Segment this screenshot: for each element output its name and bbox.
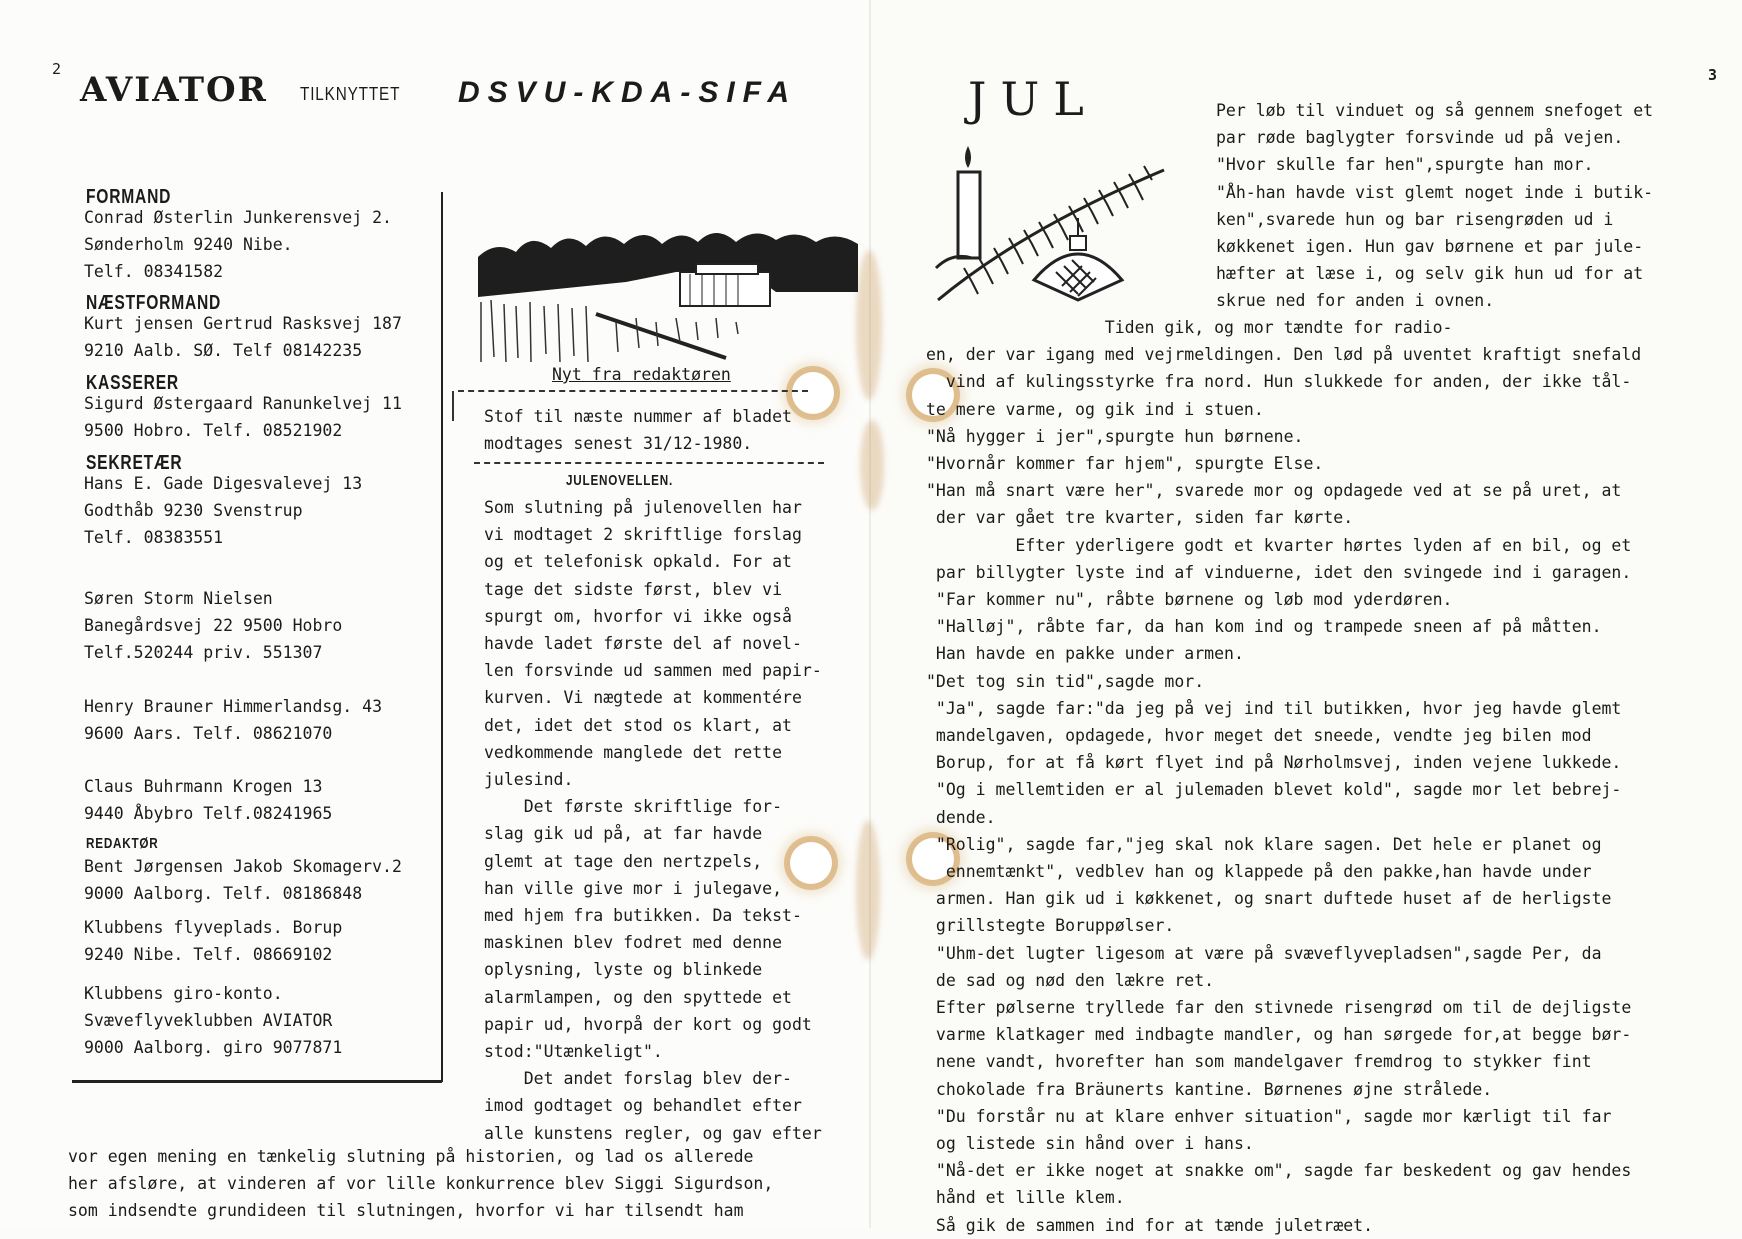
- story-line: havde ladet første del af novel-: [484, 634, 802, 653]
- story-line: glemt at tage den nertzpels,: [484, 851, 763, 871]
- story-line: len forsvinde ud sammen med papir-: [484, 661, 822, 681]
- story-line: "Det tog sin tid",sagde mor.: [926, 671, 1205, 691]
- contact-line: Conrad Østerlin Junkerensvej 2.: [84, 208, 392, 227]
- story-line: det, idet det stod os klart, at: [484, 715, 792, 735]
- story-line: nene vandt, hvorefter han som mandelgaver fremdrog to stykker fint: [926, 1052, 1592, 1072]
- story-line: "Halløj", råbte far, da han kom ind og trampede sneen af på måtten.: [926, 617, 1602, 637]
- contact-line: 9000 Aalborg. Telf. 08186848: [84, 884, 363, 903]
- contact-line: Banegårdsvej 22 9500 Hobro: [84, 616, 343, 635]
- story-line: grillstegte Boruppølser.: [926, 916, 1175, 936]
- story-heading: JULENOVELLEN.: [566, 472, 674, 489]
- story-line: køkkenet igen. Hun gav børnene et par jule-: [1216, 237, 1644, 256]
- story-line: papir ud, hvorpå der kort og godt: [484, 1014, 812, 1034]
- contact-line: Bent Jørgensen Jakob Skomagerv.2: [84, 857, 402, 876]
- story-line: "Rolig", sagde far,"jeg skal nok klare sagen. Det hele er planet og: [926, 834, 1602, 854]
- airfield-hangar-sketch: [476, 222, 860, 370]
- story-line: en, der var igang med vejrmeldingen. Den lød på uventet kraftigt snefald: [926, 345, 1642, 365]
- contact-line: 9600 Aars. Telf. 08621070: [84, 724, 333, 743]
- story-line: alarmlampen, og den spyttede et: [484, 987, 792, 1007]
- contact-role: SEKRETÆR: [86, 452, 183, 474]
- story-line: Tiden gik, og mor tændte for radio-: [926, 318, 1453, 337]
- story-line: stod:"Utænkeligt".: [484, 1042, 663, 1061]
- story-line: "Uhm-det lugter ligesom at være på svæveflyvepladsen",sagde Per, da: [926, 943, 1602, 963]
- contact-line: Telf.520244 priv. 551307: [84, 643, 323, 662]
- contact-line: 9440 Åbybro Telf.08241965: [84, 804, 333, 823]
- contact-line: Søren Storm Nielsen: [84, 589, 273, 608]
- story-line: Per løb til vinduet og så gennem snefoget et: [1216, 101, 1654, 120]
- stain-mark: [860, 420, 884, 510]
- contact-line: Claus Buhrmann Krogen 13: [84, 777, 323, 796]
- contact-line: Telf. 08383551: [84, 528, 224, 547]
- masthead-name: AVIATOR: [80, 70, 268, 110]
- story-line: "Hvor skulle far hen",spurgte han mor.: [1216, 155, 1594, 175]
- story-line: hæfter at læse i, og selv gik hun ud for at: [1216, 264, 1644, 284]
- contact-line: Svæveflyveklubben AVIATOR: [84, 1011, 333, 1030]
- story-line: "Nå-det er ikke noget at snakke om", sagde far beskedent og gav hendes: [926, 1161, 1632, 1181]
- story-line: vedkommende manglede det rette: [484, 742, 783, 762]
- story-line: Borup, for at få kørt flyet ind på Nørholmsvej, inden vejene lukkede.: [926, 753, 1622, 773]
- story-line: alle kunstens regler, og gav efter: [484, 1123, 822, 1143]
- note-bracket: [452, 391, 456, 421]
- stain-mark: [856, 820, 880, 960]
- contact-line: Kurt jensen Gertrud Rasksvej 187: [84, 314, 402, 333]
- story-line: te mere varme, og gik ind i stuen.: [926, 399, 1264, 419]
- story-line: maskinen blev fodret med denne: [484, 933, 783, 953]
- story-line: der var gået tre kvarter, siden far kørte.: [926, 508, 1354, 528]
- story-line: som indsendte grundideen til slutningen, hvorfor vi har tilsendt ham: [68, 1201, 744, 1220]
- story-title: JUL: [968, 72, 1098, 126]
- masthead-affiliation: TILKNYTTET: [300, 84, 401, 104]
- story-line: Han havde en pakke under armen.: [926, 644, 1244, 664]
- editor-note-line: Stof til næste nummer af bladet: [484, 407, 792, 426]
- contact-line: 9210 Aalb. SØ. Telf 08142235: [84, 341, 363, 360]
- contact-line: Klubbens flyveplads. Borup: [84, 918, 343, 937]
- story-line: kurven. Vi nægtede at kommentére: [484, 688, 802, 708]
- story-line: julesind.: [484, 770, 574, 789]
- page-fold: [869, 0, 871, 1228]
- story-line: "Du forstår nu at klare enhver situation", sagde mor kærligt til far: [926, 1106, 1612, 1126]
- story-line: og listede sin hånd over i hans.: [926, 1134, 1254, 1153]
- story-line: "Åh-han havde vist glemt noget inde i butik-: [1216, 182, 1654, 202]
- story-line: "Nå hygger i jer",spurgte hun børnene.: [926, 426, 1304, 446]
- contact-line: Henry Brauner Himmerlandsg. 43: [84, 697, 383, 716]
- contact-line: Hans E. Gade Digesvalevej 13: [84, 474, 363, 493]
- story-line: spurgt om, hvorfor vi ikke også: [484, 606, 792, 626]
- story-line: Efter yderligere godt et kvarter hørtes lyden af en bil, og et: [926, 535, 1632, 555]
- story-line: par røde baglygter forsvinde ud på vejen.: [1216, 128, 1624, 148]
- contact-line: 9240 Nibe. Telf. 08669102: [84, 945, 333, 964]
- editor-note-line: modtages senest 31/12-1980.: [484, 434, 753, 453]
- story-line: "Far kommer nu", råbte børnene og løb mod yderdøren.: [926, 590, 1453, 609]
- story-line: varme klatkager med indbagte mandler, og han sørgede for,at begge bør-: [926, 1025, 1632, 1045]
- story-line: dende.: [926, 807, 996, 827]
- page-number-left: 2: [52, 60, 62, 78]
- story-line: mandelgaven, opdagede, hvor meget det sneede, vendte jeg bilen mod: [926, 726, 1592, 745]
- contact-role: FORMAND: [86, 186, 172, 208]
- story-line: med hjem fra butikken. Da tekst-: [484, 906, 802, 925]
- contact-role: REDAKTØR: [86, 835, 159, 852]
- contact-line: Sigurd Østergaard Ranunkelvej 11: [84, 394, 402, 413]
- story-line: han ville give mor i julegave,: [484, 878, 783, 898]
- punch-hole: [790, 842, 832, 884]
- story-line: vor egen mening en tænkelig slutning på historien, og lad os allerede: [68, 1147, 754, 1166]
- story-line: Det andet forslag blev der-: [484, 1069, 792, 1089]
- punch-hole: [792, 372, 834, 414]
- divider: [458, 390, 808, 392]
- contact-box-border-bottom: [72, 1080, 442, 1083]
- story-line: de sad og nød den lækre ret.: [926, 970, 1215, 990]
- christmas-candle-branch-sketch: [932, 140, 1172, 305]
- masthead-union: DSVU-KDA-SIFA: [458, 76, 798, 109]
- story-line: og et telefonisk opkald. For at: [484, 552, 792, 572]
- story-line: Efter pølserne tryllede far den stivnede risengrød om til de dejligste: [926, 998, 1632, 1017]
- story-line: chokolade fra Bräunerts kantine. Børnenes øjne strålede.: [926, 1079, 1493, 1099]
- story-line: "Og i mellemtiden er al julemaden blevet kold", sagde mor let bebrej-: [926, 780, 1622, 800]
- contact-line: Telf. 08341582: [84, 262, 224, 281]
- story-line: imod godtaget og behandlet efter: [484, 1096, 802, 1116]
- divider: [474, 462, 824, 464]
- contact-line: Sønderholm 9240 Nibe.: [84, 235, 293, 254]
- contact-line: 9500 Hobro. Telf. 08521902: [84, 421, 343, 440]
- contact-role: NÆSTFORMAND: [86, 292, 222, 314]
- story-line: vi modtaget 2 skriftlige forslag: [484, 525, 802, 545]
- page-number-right: 3: [1708, 66, 1718, 84]
- story-line: "Han må snart være her", svarede mor og opdagede ved at se på uret, at: [926, 481, 1622, 501]
- contact-role: KASSERER: [86, 372, 179, 394]
- editor-note-title: Nyt fra redaktøren: [552, 365, 731, 384]
- contact-line: 9000 Aalborg. giro 9077871: [84, 1038, 343, 1057]
- story-line: slag gik ud på, at far havde: [484, 824, 763, 844]
- story-line: "Ja", sagde far:"da jeg på vej ind til butikken, hvor jeg havde glemt: [926, 698, 1622, 718]
- contact-box-border: [441, 192, 443, 1082]
- story-line: oplysning, lyste og blinkede: [484, 960, 763, 980]
- story-line: skrue ned for anden i ovnen.: [1216, 291, 1495, 311]
- story-line: armen. Han gik ud i køkkenet, og snart duftede huset af de herligste: [926, 889, 1612, 909]
- contact-line: Godthåb 9230 Svenstrup: [84, 501, 303, 520]
- story-line: her afsløre, at vinderen af vor lille konkurrence blev Siggi Sigurdson,: [68, 1174, 774, 1193]
- contact-line: Klubbens giro-konto.: [84, 984, 283, 1003]
- story-line: tage det sidste først, blev vi: [484, 579, 783, 599]
- story-line: ken",svarede hun og bar risengrøden ud i: [1216, 209, 1614, 229]
- story-line: par billygter lyste ind af vinduerne, idet den svingede ind i garagen.: [926, 562, 1632, 582]
- story-line: ennemtænkt", vedblev han og klappede på den pakke,han havde under: [926, 862, 1592, 881]
- story-line: hånd et lille klem.: [926, 1188, 1125, 1208]
- story-line: Det første skriftlige for-: [484, 797, 783, 817]
- story-line: vind af kulingsstyrke fra nord. Hun slukkede for anden, der ikke tål-: [926, 372, 1632, 392]
- story-line: Så gik de sammen ind for at tænde juletræet.: [926, 1215, 1374, 1235]
- story-line: Som slutning på julenovellen har: [484, 498, 802, 517]
- story-line: "Hvornår kommer far hjem", spurgte Else.: [926, 454, 1324, 473]
